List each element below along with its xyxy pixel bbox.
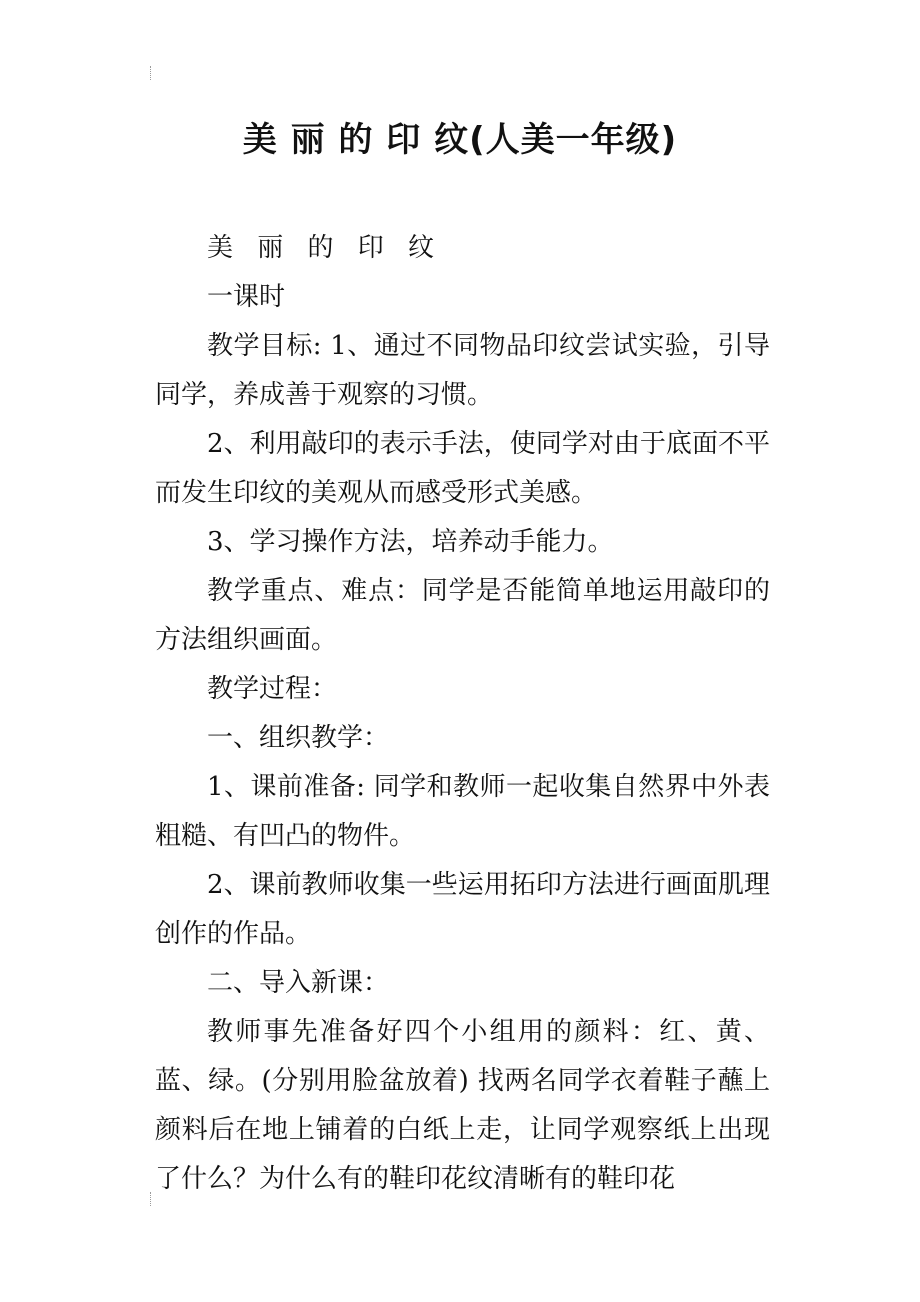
document-title: 美 丽 的 印 纹(人美一年级)	[242, 120, 678, 160]
corner-crop-mark	[150, 66, 157, 80]
section-2-heading: 二、导入新课：	[207, 968, 390, 998]
teaching-goal-2: 2、利用敲印的表示手法，使同学对由于底面不平而发生印纹的美观从而感受形式美感。	[155, 429, 770, 508]
teaching-goal-3: 3、学习操作方法，培养动手能力。	[207, 527, 614, 557]
lesson-heading: 美 丽 的 印 纹	[207, 233, 443, 263]
intro-activity: 教师事先准备好四个小组用的颜料：红、黄、蓝、绿。(分别用脸盆放着) 找两名同学衣着鞋子蘸上颜料后在地上铺着的白纸上走，让同学观察纸上出现了什么？为什么有的鞋印花纹清晰有的鞋印花	[155, 1017, 770, 1194]
lesson-period: 一课时	[207, 282, 286, 312]
key-points: 教学重点、难点：同学是否能简单地运用敲印的方法组织画面。	[155, 576, 770, 655]
process-heading: 教学过程：	[207, 674, 338, 704]
section-1-heading: 一、组织教学：	[207, 723, 390, 753]
document-body	[155, 224, 770, 1204]
preparation-2: 2、课前教师收集一些运用拓印方法进行画面肌理创作的作品。	[155, 870, 770, 949]
corner-crop-mark	[150, 1192, 157, 1206]
preparation-1: 1、课前准备: 同学和教师一起收集自然界中外表粗糙、有凹凸的物件。	[155, 772, 770, 851]
teaching-goal-1: 教学目标: 1、通过不同物品印纹尝试实验，引导同学，养成善于观察的习惯。	[155, 331, 770, 410]
